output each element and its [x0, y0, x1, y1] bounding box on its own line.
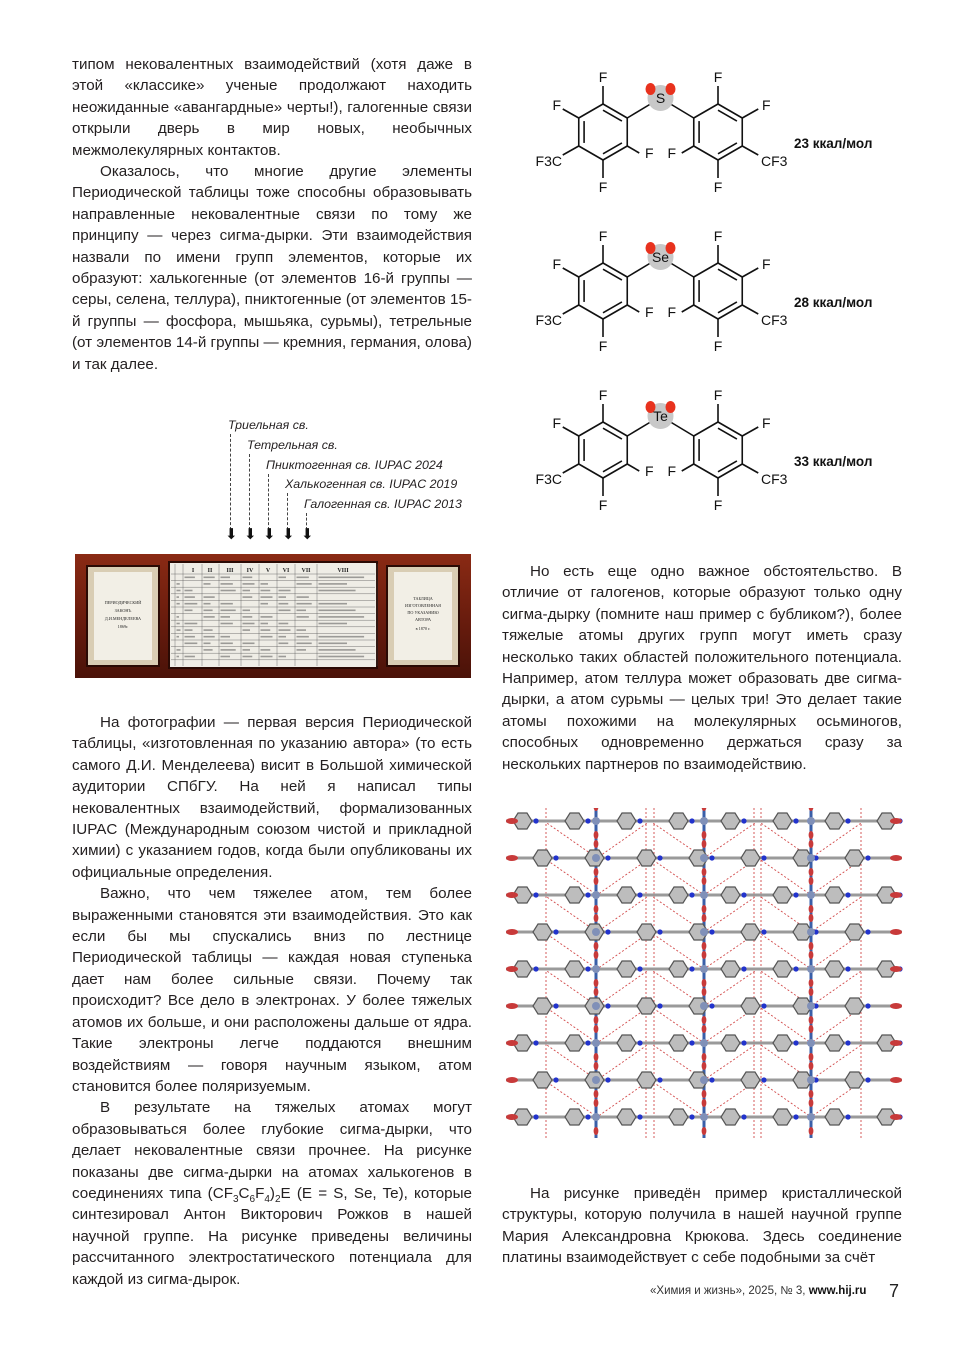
guide-line: [287, 493, 288, 530]
fluorine-label: F: [713, 387, 723, 403]
card-text: в 1870 г.: [415, 626, 431, 631]
fluorine-label: F: [667, 145, 677, 161]
ring-fragment: [721, 961, 740, 977]
paragraph: Важно, что чем тяжелее атом, тем более выраженными становятся эти взаимодействия. Это как если бы мы спускались вниз по лестнице Периодической таблицы — каждая новая ступенька дает нам более сильные связи. Почему так происходит? Все дело в электронах. У более тяжелых атомов их больше, и они расположены дальше от ядра. Такие электроны легче поддаются внешним воздействиям — говоря научным языком, атом становится более поляризуемым.: [72, 885, 472, 1095]
chalcogen-atom-label: Te: [653, 408, 668, 424]
cf3-label: F3C: [535, 471, 562, 487]
fluorine-label: F: [713, 179, 723, 195]
card-text: ПО УКАЗАНИЮ: [407, 610, 439, 615]
bond-label-triel: Триельная св.: [228, 418, 309, 432]
fluorine-label: F: [552, 97, 562, 113]
ring-fragment: [533, 924, 552, 940]
ring-fragment: [825, 961, 844, 977]
ring-fragment: [617, 1035, 636, 1051]
ring-fragment: [721, 1035, 740, 1051]
ring-fragment: [773, 887, 792, 903]
ring-fragment: [565, 1035, 584, 1051]
left-column-bottom-text: [72, 712, 472, 1290]
group-header: IV: [246, 568, 254, 574]
molecule-row: [506, 1062, 902, 1098]
guide-line: [230, 434, 231, 530]
periodic-table-photo: [75, 554, 471, 678]
ring-fragment: [637, 1072, 656, 1088]
cf3-label: CF3: [761, 153, 788, 169]
ring-fragment: [565, 1109, 584, 1125]
ring-fragment: [669, 1035, 688, 1051]
ring-fragment: [669, 887, 688, 903]
fluorine-label: F: [598, 338, 608, 354]
ring-fragment: [637, 924, 656, 940]
down-arrow-icon: ⬇: [301, 526, 314, 543]
bond-label-tetrel: Тетрельная св.: [247, 438, 338, 452]
molecule-row: [506, 951, 903, 987]
paragraph: На рисунке приведён пример кристаллической структуры, которую получила в нашей научной группе Мария Александровна Крюкова. Здесь соединение платины взаимодействует с себе подобными за счёт: [502, 1185, 902, 1267]
guide-line: [268, 474, 269, 530]
cf3-label: F3C: [535, 153, 562, 169]
fluorine-label: F: [761, 97, 771, 113]
chalcogen-atom-label: S: [655, 90, 666, 106]
potential-value: 28 ккал/мол: [794, 295, 873, 310]
ring-fragment: [741, 924, 760, 940]
fluorine-label: F: [713, 497, 723, 513]
fluorine-label: F: [713, 338, 723, 354]
molecule-row: [506, 877, 903, 913]
ring-fragment: [721, 1109, 740, 1125]
card-text: ЗАКОНЪ: [114, 608, 132, 613]
fluorine-label: F: [713, 228, 723, 244]
card-text: ТАБЛИЦА: [413, 596, 433, 601]
card-text: Д.И.МЕНДЕЛЕЕВА: [104, 616, 142, 621]
fluorine-label: F: [598, 228, 608, 244]
ring-fragment: [825, 813, 844, 829]
group-header: II: [207, 568, 213, 574]
ring-fragment: [741, 850, 760, 866]
ring-fragment: [741, 998, 760, 1014]
card-text: ПЕРИОДИЧЕСКИЙ: [104, 600, 142, 605]
ring-fragment: [773, 1035, 792, 1051]
ring-fragment: [773, 961, 792, 977]
molecule-te: [536, 387, 873, 513]
fluorine-label: F: [644, 145, 654, 161]
molecule-row: [506, 1025, 903, 1061]
right-column-bottom-text: [502, 1183, 902, 1269]
bond-label-halogen: Галогенная св. IUPAC 2013: [304, 497, 462, 511]
ring-fragment: [637, 998, 656, 1014]
down-arrow-icon: ⬇: [244, 526, 257, 543]
group-header: VI: [282, 568, 290, 574]
bond-type-labels: [226, 418, 486, 548]
molecule-s: [536, 72, 873, 195]
ring-fragment: [565, 961, 584, 977]
fluorine-label: F: [667, 463, 677, 479]
potential-value: 33 ккал/мол: [794, 454, 873, 469]
crystal-structure-figure: [504, 808, 904, 1138]
fluorine-label: F: [598, 497, 608, 513]
ring-fragment: [825, 887, 844, 903]
paragraph: На фотографии — первая версия Периодической таблицы, «изготовленная по указанию автора» (то есть самого Д.И. Менделеева) висит в Большой химической аудитории СПбГУ. На ней я написал типы нековалентных взаимодействий, формализованных IUPAC (Международным союзом чистой и прикладной химии) с указанием годов, когда были опубликованы их официальные определения.: [72, 714, 472, 881]
site-link[interactable]: www.hij.ru: [808, 1285, 867, 1297]
ring-fragment: [533, 1072, 552, 1088]
sigma-hole: [666, 83, 676, 95]
ring-fragment: [637, 850, 656, 866]
molecule-row: [506, 840, 902, 876]
left-column-top-text: [72, 54, 472, 375]
down-arrow-icon: ⬇: [282, 526, 295, 543]
ring-fragment: [565, 887, 584, 903]
potential-value: 23 ккал/мол: [794, 136, 873, 151]
card-text: АВТОРА: [414, 617, 432, 622]
ring-fragment: [845, 998, 864, 1014]
fluorine-label: F: [644, 463, 654, 479]
ring-fragment: [617, 887, 636, 903]
ring-fragment: [617, 1109, 636, 1125]
guide-line: [249, 454, 250, 530]
page-number: 7: [889, 1281, 900, 1301]
ring-fragment: [565, 813, 584, 829]
cf3-label: CF3: [761, 312, 788, 328]
ring-fragment: [669, 813, 688, 829]
ring-fragment: [773, 813, 792, 829]
down-arrow-icon: ⬇: [225, 526, 238, 543]
chalcogen-structures-figure: [528, 72, 888, 527]
paragraph: В результате на тяжелых атомах могут образовываться более глубокие сигма-дырки, что делает нековалентные связи прочнее. На рисунке показаны две сигма-дырки на атомах халькогенов в соединениях типа $(CF_3C_6F_4)_2E$ (E = S, Se, Te), которые синтезировал Антон Викторович Рожков в нашей научной группе. На рисунке приведены величины рассчитанного электростатического потенциала для каждой из сигма-дырок.: [72, 1099, 472, 1288]
group-header: I: [191, 568, 195, 574]
molecule-row: [506, 1099, 903, 1135]
group-header: VII: [301, 568, 311, 574]
ring-fragment: [845, 1072, 864, 1088]
group-header: V: [265, 568, 271, 574]
ring-fragment: [773, 1109, 792, 1125]
fluorine-label: F: [598, 387, 608, 403]
fluorine-label: F: [552, 256, 562, 272]
bond-label-chalcogen: Халькогенная св. IUPAC 2019: [285, 477, 458, 491]
down-arrow-icon: ⬇: [263, 526, 276, 543]
card-text: ИЗГОТОВЛЕННАЯ: [405, 603, 441, 608]
molecule-se: [536, 228, 873, 354]
fluorine-label: F: [644, 304, 654, 320]
paragraph: типом нековалентных взаимодействий (хотя даже в этой «классике» ученые продолжают находить неожиданные «авангардные» черты!), галогенные связи открыли дверь в мир новых, необычных межмолекулярных контактов.: [72, 56, 472, 159]
paragraph: Оказалось, что многие другие элементы Периодической таблицы тоже способны образовывать направленные нековалентные связи по тому же принципу — через сигма-дырки. Эти взаимодействия назвали по имени групп элементов, которые их образуют: халькогенные (от элементов 16-й группы — серы, селена, теллура), пниктогенные (от элементов 15-й группы — фосфора, мышьяка, сурьмы), тетрельные (от элементов 14-й группы — кремния, германия, олова) и так далее.: [72, 163, 472, 373]
molecule-row: [506, 914, 902, 950]
group-header: VIII: [337, 568, 349, 574]
molecule-row: [506, 988, 902, 1024]
cf3-label: CF3: [761, 471, 788, 487]
ring-fragment: [845, 850, 864, 866]
sigma-hole: [646, 83, 656, 95]
ring-fragment: [617, 813, 636, 829]
ring-fragment: [845, 924, 864, 940]
ring-fragment: [721, 813, 740, 829]
bond-label-pnictogen: Пниктогенная св. IUPAC 2024: [266, 458, 443, 472]
cf3-label: F3C: [535, 312, 562, 328]
fluorine-label: F: [761, 256, 771, 272]
fluorine-label: F: [761, 415, 771, 431]
right-column-text: [502, 561, 902, 775]
page-footer: [650, 1285, 866, 1297]
group-header: III: [226, 568, 234, 574]
journal-name: «Химия и жизнь», 2025, № 3,: [650, 1285, 806, 1297]
ring-fragment: [825, 1035, 844, 1051]
ring-fragment: [825, 1109, 844, 1125]
ring-fragment: [721, 887, 740, 903]
fluorine-label: F: [598, 179, 608, 195]
ring-fragment: [533, 850, 552, 866]
fluorine-label: F: [713, 72, 723, 85]
chalcogen-atom-label: Se: [651, 249, 670, 265]
ring-fragment: [741, 1072, 760, 1088]
fluorine-label: F: [598, 72, 608, 85]
ring-fragment: [669, 1109, 688, 1125]
ring-fragment: [533, 998, 552, 1014]
ring-fragment: [669, 961, 688, 977]
fluorine-label: F: [552, 415, 562, 431]
card-text: 1869г.: [117, 624, 129, 629]
ring-fragment: [617, 961, 636, 977]
paragraph: Но есть еще одно важное обстоятельство. В отличие от галогенов, которые образуют только одну сигма-дырку (помните наш пример с бубликом?), более тяжелые атомы других групп могут иметь сразу несколько таких областей положительного потенциала. Например, атом теллура может образовать две сигма-дырки, а атом сурьмы — целых три! Это делает такие атомы похожими на молекулярных осьминогов, способных одновременно держаться сразу за нескольких партнеров по взаимодействию.: [502, 563, 902, 773]
fluorine-label: F: [667, 304, 677, 320]
